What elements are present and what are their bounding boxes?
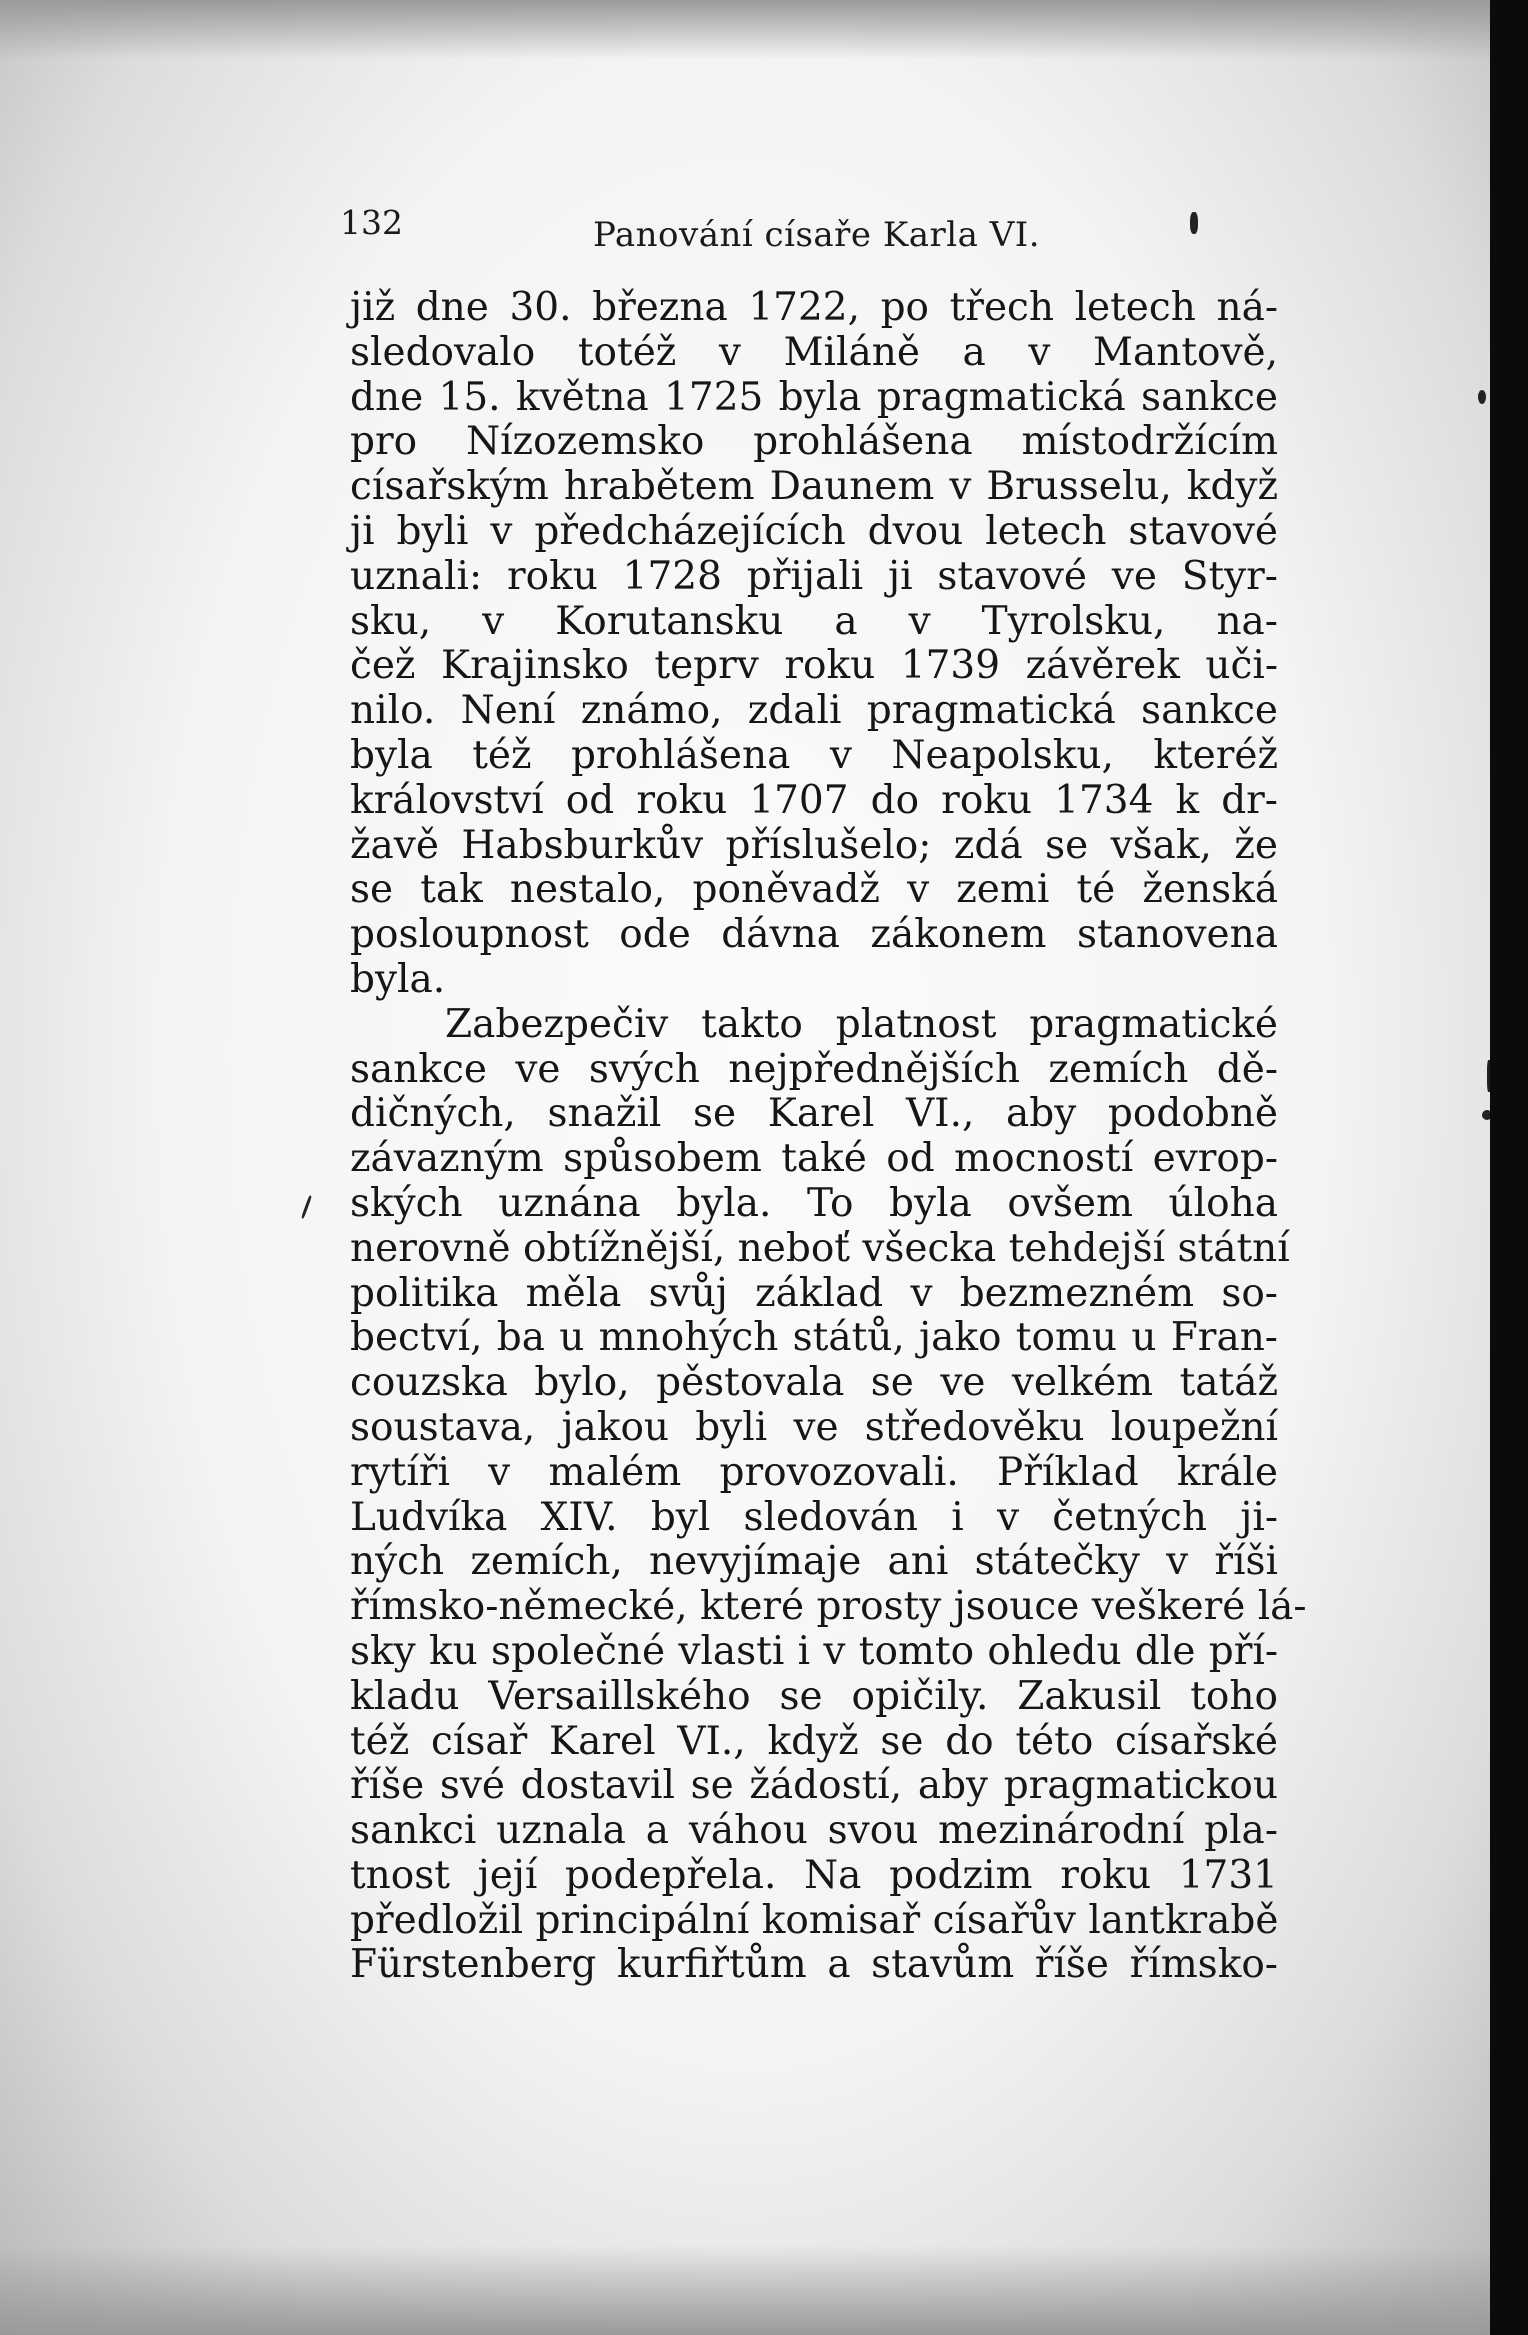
text-line: království od roku 1707 do roku 1734 k dr-: [350, 777, 1278, 823]
text-line: ských uznána byla. To byla ovšem úloha: [350, 1180, 1278, 1226]
page-top-shadow: [0, 0, 1490, 60]
text-line: sankci uznala a váhou svou mezinárodní pla-: [350, 1808, 1278, 1854]
text-line: císařským hrabětem Daunem v Brusselu, když: [350, 464, 1278, 510]
text-line: couzska bylo, pěstovala se ve velkém tatáž: [350, 1360, 1278, 1406]
text-line: římsko-německé, které prosty jsouce veškeré lá-: [350, 1584, 1307, 1630]
text-line: Fürstenberg kurfiřtům a stavům říše římsko-: [350, 1942, 1278, 1988]
text-line: Ludvíka XIV. byl sledován i v četných ji-: [350, 1494, 1278, 1540]
text-line: nilo. Není známo, zdali pragmatická sankce: [350, 688, 1278, 734]
text-line: předložil principální komisař císařův lantkrabě: [350, 1897, 1279, 1943]
text-line: bectví, ba u mnohých států, jako tomu u Fran-: [350, 1315, 1278, 1361]
ink-speck: [1190, 212, 1198, 234]
text-line: pro Nízozemsko prohlášena místodržícím: [350, 419, 1278, 465]
text-line: soustava, jakou byli ve středověku loupežní: [350, 1404, 1278, 1450]
text-line: rytíři v malém provozovali. Příklad krále: [350, 1449, 1278, 1495]
text-line: posloupnost ode dávna zákonem stanovena: [350, 912, 1278, 958]
page-number: 132: [340, 203, 403, 242]
text-line: dičných, snažil se Karel VI., aby podobně: [350, 1091, 1278, 1137]
text-line: kladu Versaillského se opičily. Zakusil toho: [350, 1673, 1278, 1719]
scan-border: [1490, 0, 1528, 2335]
page-header: [340, 195, 1270, 265]
text-line: ných zemích, nevyjímaje ani státečky v říši: [350, 1539, 1278, 1585]
text-line: tnost její podepřela. Na podzim roku 1731: [350, 1852, 1278, 1898]
running-head: Panování císaře Karla VI.: [593, 215, 1041, 255]
text-line: nerovně obtížnější, neboť všecka tehdejší státní: [350, 1225, 1290, 1271]
text-line: dne 15. května 1725 byla pragmatická sankce: [350, 374, 1278, 420]
text-line: byla.: [350, 956, 446, 1002]
text-line: sku, v Korutansku a v Tyrolsku, na-: [350, 598, 1278, 644]
text-line: též císař Karel VI., když se do této císařské: [350, 1718, 1278, 1764]
text-line: již dne 30. března 1722, po třech letech ná-: [350, 285, 1278, 330]
text-line: Zabezpečiv takto platnost pragmatické: [445, 1001, 1278, 1047]
text-line: uznali: roku 1728 přijali ji stavové ve Styr-: [350, 553, 1278, 599]
text-line: ji byli v předcházejících dvou letech stavové: [350, 508, 1278, 554]
text-line: čež Krajinsko teprv roku 1739 závěrek uči-: [350, 643, 1278, 689]
text-line: říše své dostavil se žádostí, aby pragmatickou: [350, 1763, 1278, 1809]
text-line: politika měla svůj základ v bezmezném so-: [350, 1270, 1278, 1316]
text-line: byla též prohlášena v Neapolsku, kteréž: [350, 732, 1278, 778]
text-line: sledovalo totéž v Miláně a v Mantově,: [350, 329, 1278, 375]
text-line: závazným spůsobem také od mocností evrop-: [350, 1136, 1278, 1182]
body-text: [350, 285, 1307, 1988]
ink-speck: [1478, 390, 1486, 404]
ink-speck: [301, 1195, 312, 1219]
page-bottom-shadow: [0, 2245, 1490, 2335]
text-line: se tak nestalo, poněvadž v zemi té ženská: [350, 867, 1278, 913]
text-line: žavě Habsburkův příslušelo; zdá se však, že: [350, 822, 1278, 868]
text-line: sky ku společné vlasti i v tomto ohledu dle pří-: [350, 1628, 1278, 1674]
text-line: sankce ve svých nejpřednějších zemích dě-: [350, 1046, 1278, 1092]
